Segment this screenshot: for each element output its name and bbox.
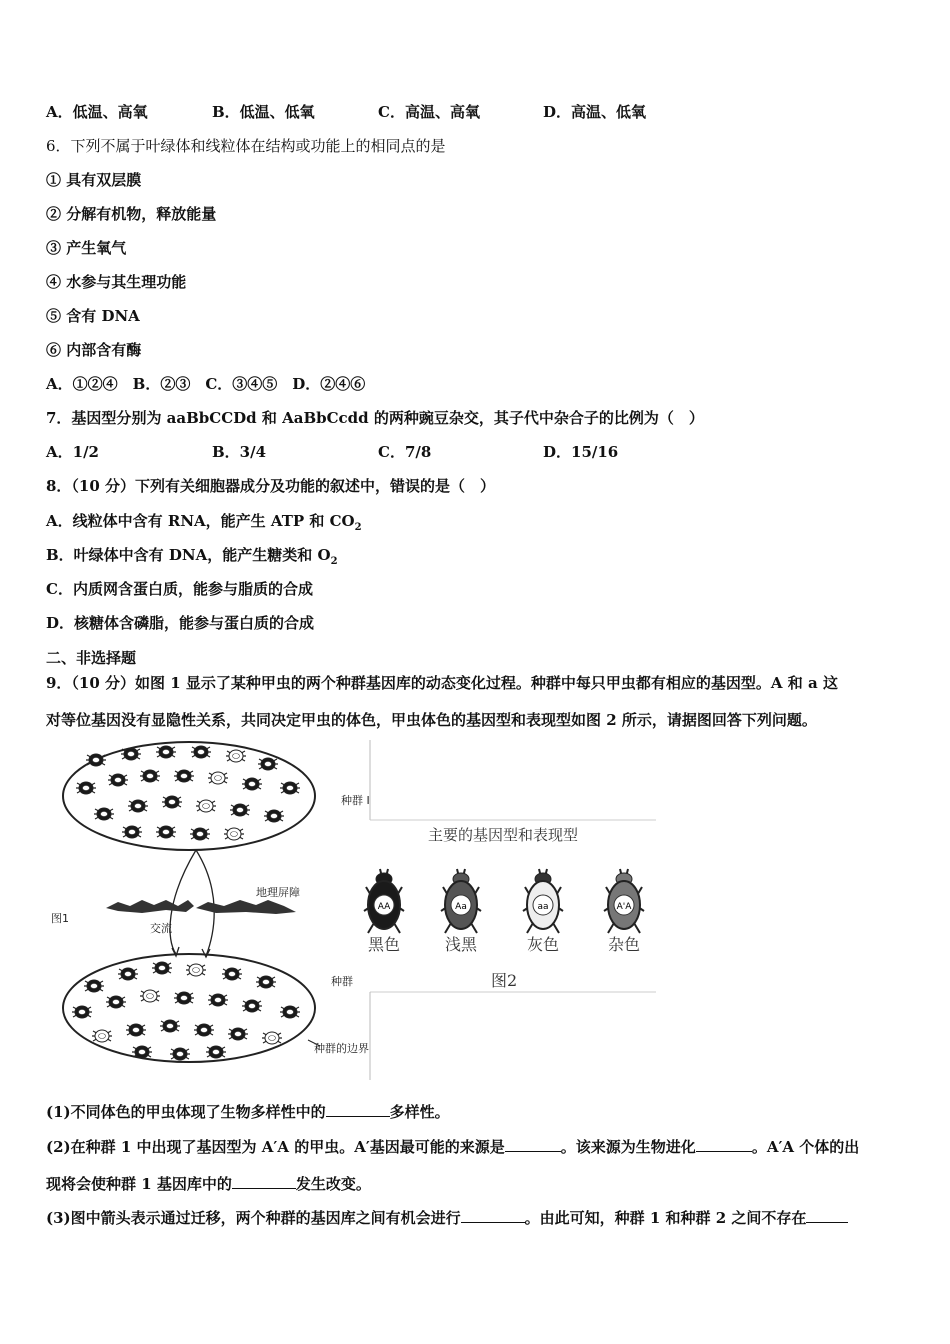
- beetle-icon: [72, 1006, 92, 1018]
- q6-item-4: ④ 水参与其生理功能: [46, 273, 187, 291]
- beetle-icon: [222, 968, 242, 980]
- q9-sub1-blank[interactable]: [326, 1102, 390, 1117]
- beetle-icon: [160, 1020, 180, 1032]
- beetle-icon: [191, 746, 211, 758]
- q9-sub2-blank-1[interactable]: [505, 1137, 561, 1152]
- fig2-phenotype-1: 黑色: [367, 935, 401, 954]
- beetle-icon: [140, 990, 160, 1002]
- beetle-icon: [280, 782, 300, 794]
- fig2-genotype-1: AA: [377, 902, 391, 912]
- migration-arrow-left: [170, 850, 196, 954]
- beetle-icon: [94, 808, 114, 820]
- beetle-icon: [262, 1032, 282, 1044]
- beetle-icon: [156, 746, 176, 758]
- q5-option-c: C．高温、高氧: [378, 103, 480, 121]
- beetle-icon: [256, 976, 276, 988]
- q6-stem: 6．下列不属于叶绿体和线粒体在结构或功能上的相同点的是: [46, 137, 446, 155]
- beetle-icon: [128, 800, 148, 812]
- beetle-icon: [224, 828, 244, 840]
- fig2-phenotype-3: 灰色: [526, 935, 560, 954]
- q6-item-1: ① 具有双层膜: [46, 171, 142, 189]
- q9-sub2-text-e: 发生改变。: [295, 1175, 371, 1193]
- exchange-label: 交流: [150, 922, 172, 935]
- q6-item-3: ③ 产生氧气: [46, 239, 127, 257]
- q9-sub2-text-b: 。该来源为生物进化: [560, 1138, 696, 1156]
- geographic-barrier-left: [106, 900, 194, 913]
- beetle-icon: [258, 758, 278, 770]
- beetle-icon: [196, 800, 216, 812]
- q9-sub1-post: 多样性。: [389, 1103, 450, 1121]
- q9-stem-line2: 对等位基因没有显隐性关系，共同决定甲虫的体色，甲虫体色的基因型和表现型如图 2 所示，请据图回答下列问题。: [46, 711, 817, 729]
- fig2-label: 图2: [491, 971, 518, 990]
- population-1-label: 种群 I: [341, 794, 370, 807]
- population-2-label: 种群: [331, 975, 353, 988]
- fig2-beetle-4: [604, 869, 644, 954]
- beetle-icon: [174, 992, 194, 1004]
- q7-option-d: D．15/16: [543, 443, 619, 461]
- beetle-icon: [132, 1046, 152, 1058]
- barrier-label: 地理屏障: [256, 886, 300, 899]
- beetle-icon: [208, 994, 228, 1006]
- fig2-beetle-3: [523, 869, 563, 954]
- q7-option-c: C．7/8: [378, 443, 432, 461]
- beetle-icon: [76, 782, 96, 794]
- q9-sub2-blank-2[interactable]: [696, 1137, 752, 1152]
- beetle-icon: [92, 1030, 112, 1042]
- beetle-icon: [121, 748, 141, 760]
- q6-item-6: ⑥ 内部含有酶: [46, 341, 142, 359]
- beetle-icon: [152, 962, 172, 974]
- q9-sub1: [46, 1102, 450, 1122]
- fig1-label: 图1: [51, 912, 69, 925]
- q9-sub3-text-a: (3)图中箭头表示通过迁移，两个种群的基因库之间有机会进行: [46, 1209, 461, 1227]
- q9-sub3-blank-1[interactable]: [461, 1208, 525, 1223]
- beetle-icon: [86, 754, 106, 766]
- q8-stem: 8．（10 分）下列有关细胞器成分及功能的叙述中，错误的是（ ）: [46, 477, 496, 495]
- q8-option-a: [46, 511, 362, 538]
- beetle-icon: [170, 1048, 190, 1060]
- beetle-icon: [242, 778, 262, 790]
- q9-sub3: [46, 1208, 848, 1228]
- q8-option-a-text: A．线粒体中含有 RNA，能产生 ATP 和 CO: [46, 512, 355, 530]
- boundary-label: 种群的边界: [314, 1042, 369, 1055]
- q8-option-b-text: B．叶绿体中含有 DNA，能产生糖类和 O: [46, 546, 331, 564]
- q9-sub2-line2: [46, 1174, 371, 1194]
- q5-option-b: B．低温、低氧: [212, 103, 315, 121]
- fig2-beetle-2: [441, 869, 481, 954]
- figure-1: [51, 742, 370, 1062]
- beetle-icon: [206, 1046, 226, 1058]
- q7-option-b: B．3/4: [212, 443, 267, 461]
- beetle-icon: [156, 826, 176, 838]
- beetle-icon: [162, 796, 182, 808]
- q5-option-a: A．低温、高氧: [46, 103, 148, 121]
- q7-stem: 7．基因型分别为 aaBbCCDd 和 AaBbCcdd 的两种豌豆杂交，其子代中杂合子的比例为（ ）: [46, 409, 704, 427]
- geographic-barrier-right: [196, 900, 296, 914]
- q9-stem-line1: 9．（10 分）如图 1 显示了某种甲虫的两个种群基因库的动态变化过程。种群中每只甲虫都有相应的基因型。A 和 a 这: [46, 674, 838, 692]
- q8-option-d: D．核糖体含磷脂，能参与蛋白质的合成: [46, 614, 315, 632]
- beetle-icon: [106, 996, 126, 1008]
- fig2-beetle-row: [364, 869, 644, 954]
- beetle-icon: [122, 826, 142, 838]
- section-heading: 二、非选择题: [46, 649, 137, 667]
- fig2-beetle-1: [364, 869, 404, 954]
- fig2-genotype-3: aa: [537, 902, 549, 912]
- q8-option-a-sub: 2: [354, 522, 362, 533]
- q6-item-2: ② 分解有机物，释放能量: [46, 205, 217, 223]
- q9-sub2-text-d: 现将会使种群 1 基因库中的: [46, 1175, 232, 1193]
- q9-sub3-text-b: 。由此可知，种群 1 和种群 2 之间不存在: [524, 1209, 807, 1227]
- fig2-genotype-2: Aa: [455, 902, 467, 912]
- q9-sub2-line1: [46, 1137, 859, 1157]
- fig2-title: 主要的基因型和表现型: [428, 826, 579, 844]
- beetle-icon: [194, 1024, 214, 1036]
- q7-option-a: A．1/2: [46, 443, 99, 461]
- beetle-icon: [228, 1028, 248, 1040]
- q9-sub3-blank-2[interactable]: [806, 1208, 848, 1223]
- beetle-icon: [174, 770, 194, 782]
- beetle-icon: [242, 1000, 262, 1012]
- q9-sub1-pre: (1)不同体色的甲虫体现了生物多样性中的: [46, 1103, 326, 1121]
- beetle-icon: [190, 828, 210, 840]
- q8-option-c: C．内质网含蛋白质，能参与脂质的合成: [46, 580, 313, 598]
- beetle-icon: [230, 804, 250, 816]
- beetle-icon: [108, 774, 128, 786]
- q9-sub2-text-a: (2)在种群 1 中出现了基因型为 A′A 的甲虫。A′基因最可能的来源是: [46, 1138, 505, 1156]
- beetle-icon: [118, 968, 138, 980]
- beetle-icon: [126, 1024, 146, 1036]
- q9-sub2-text-c: 。A′A 个体的出: [751, 1138, 860, 1156]
- beetle-icon: [186, 964, 206, 976]
- beetle-icon: [280, 1006, 300, 1018]
- q5-option-d: D．高温、低氧: [543, 103, 647, 121]
- q6-options: A．①②④ B．②③ C．③④⑤ D．②④⑥: [46, 375, 366, 393]
- beetle-icon: [264, 810, 284, 822]
- beetle-icon: [226, 750, 246, 762]
- beetle-icon: [84, 980, 104, 992]
- beetle-icon: [208, 772, 228, 784]
- q9-sub2-blank-3[interactable]: [232, 1174, 296, 1189]
- fig2-phenotype-2: 浅黑: [444, 935, 478, 954]
- fig2-genotype-4: A'A: [616, 902, 632, 912]
- beetle-icon: [140, 770, 160, 782]
- q6-item-5: ⑤ 含有 DNA: [46, 307, 140, 325]
- q9-figure: [46, 740, 656, 1085]
- figure-2: [364, 740, 656, 1080]
- fig2-phenotype-4: 杂色: [607, 935, 641, 954]
- q8-option-b-sub: 2: [330, 556, 338, 567]
- q8-option-b: [46, 545, 338, 572]
